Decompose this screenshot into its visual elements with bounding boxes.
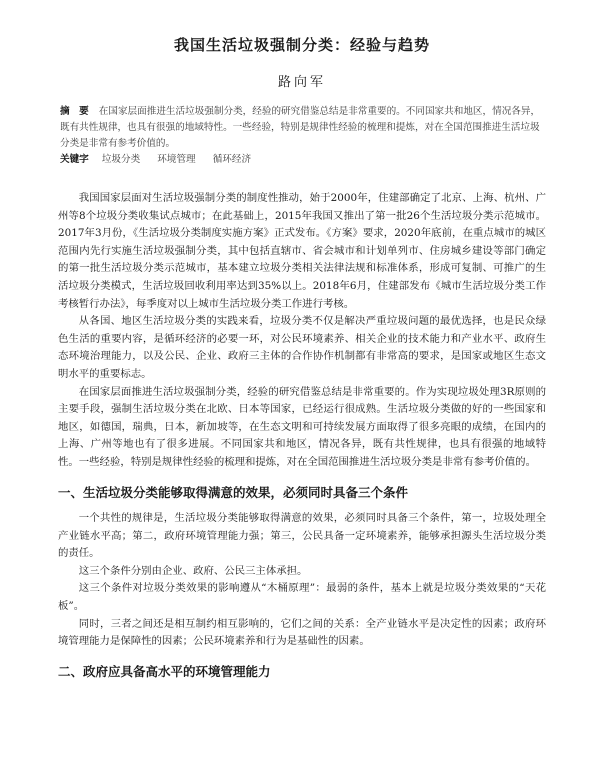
abstract-text: 在国家层面推进生活垃圾强制分类，经验的研究借鉴总结是非常重要的。不同国家共和地区，情况各异，既有共性规律，也具有很强的地域特性。一些经验，特别是规律性经验的梳理和提炼，对在全国范围推进生活垃圾分类是非常有参考价值的。 <box>60 106 541 149</box>
body-paragraph: 我国国家层面对生活垃圾强制分类的制度性推动，始于2000年，住建部确定了北京、上海、杭州、广州等8个垃圾分类收集试点城市；在此基础上，2015年我国又推出了第一批26个生活垃圾分类示范城市。2017年3月份，《生活垃圾分类制度实施方案》正式发布。《方案》要求，2020年底前，在重点城市的城区范围内先行实施生活垃圾强制分类，其中包括直辖市、省会城市和计划单列市、住房城乡建设等部门确定的第一批生活垃圾分类示范城市，基本建立垃圾分类相关法律法规和标准体系，形成可复制、可推广的生活垃圾分类模式，生活垃圾回收利用率达到35%以上。2018年6月，住建部发布《城市生活垃圾分类工作考核暂行办法》，每季度对以上城市生活垃圾分类工作进行考核。 <box>58 192 546 310</box>
section-paragraph: 这三个条件分别由企业、政府、公民三主体承担。 <box>78 564 308 577</box>
section-paragraph: 这三个条件对垃圾分类效果的影响遵从“木桶原理”：最弱的条件，基本上就是垃圾分类效果的“天花板”。 <box>58 582 546 613</box>
section-paragraph: 一个共性的规律是，生活垃圾分类能够取得满意的效果，必须同时具备三个条件，第一，垃圾处理全产业链水平高；第二，政府环境管理能力强；第三，公民具备一定环境素养，能够承担源头生活垃圾分类的责任。 <box>58 512 546 560</box>
abstract <box>58 104 546 152</box>
section-heading-2: 二、政府应具备高水平的环境管理能力 <box>58 663 271 679</box>
paper-title: 我国生活垃圾强制分类：经验与趋势 <box>173 36 430 54</box>
body-paragraph: 从各国、地区生活垃圾分类的实践来看，垃圾分类不仅是解决严重垃圾问题的最优选择，也是民众绿色生活的重要内容，是循环经济的必要一环，对公民环境素养、相关企业的技术能力和产业水平、政府生态环境治理能力，以及公民、企业、政府三主体的合作协作机制都有非常高的要求，是国家或地区生态文明水平的重要标志。 <box>58 315 546 380</box>
section-paragraph: 同时，三者之间还是相互制约相互影响的，它们之间的关系：全产业链水平是决定性的因素；政府环境管理能力是保障性的因素；公民环境素养和行为是基础性的因素。 <box>58 617 546 648</box>
keywords-label: 关键字 <box>60 154 89 165</box>
keywords <box>58 152 546 168</box>
paper-body <box>58 190 546 680</box>
keyword: 垃圾分类 <box>101 154 141 165</box>
keyword: 循环经济 <box>212 154 252 165</box>
keyword: 环境管理 <box>157 154 196 165</box>
body-paragraph: 在国家层面推进生活垃圾强制分类，经验的研究借鉴总结是非常重要的。作为实现垃圾处理3R原则的主要手段，强制生活垃圾分类在北欧、日本等国家，已经运行很成熟。生活垃圾分类做的好的一些国家和地区，如德国，瑞典，日本，新加坡等，在生态文明和可持续发展方面取得了很多亮眼的成绩，在国内的上海、广州等地也有了很多进展。不同国家共和地区，情况各异，既有共性规律，也具有很强的地域特性。一些经验，特别是规律性经验的梳理和提炼，对在全国范围推进生活垃圾分类是非常有参考价值的。 <box>58 385 546 468</box>
abstract-label: 摘 要 <box>60 106 89 117</box>
author-name: 路向军 <box>277 75 326 90</box>
section-heading-1: 一、生活垃圾分类能够取得满意的效果，必须同时具备三个条件 <box>58 484 409 500</box>
